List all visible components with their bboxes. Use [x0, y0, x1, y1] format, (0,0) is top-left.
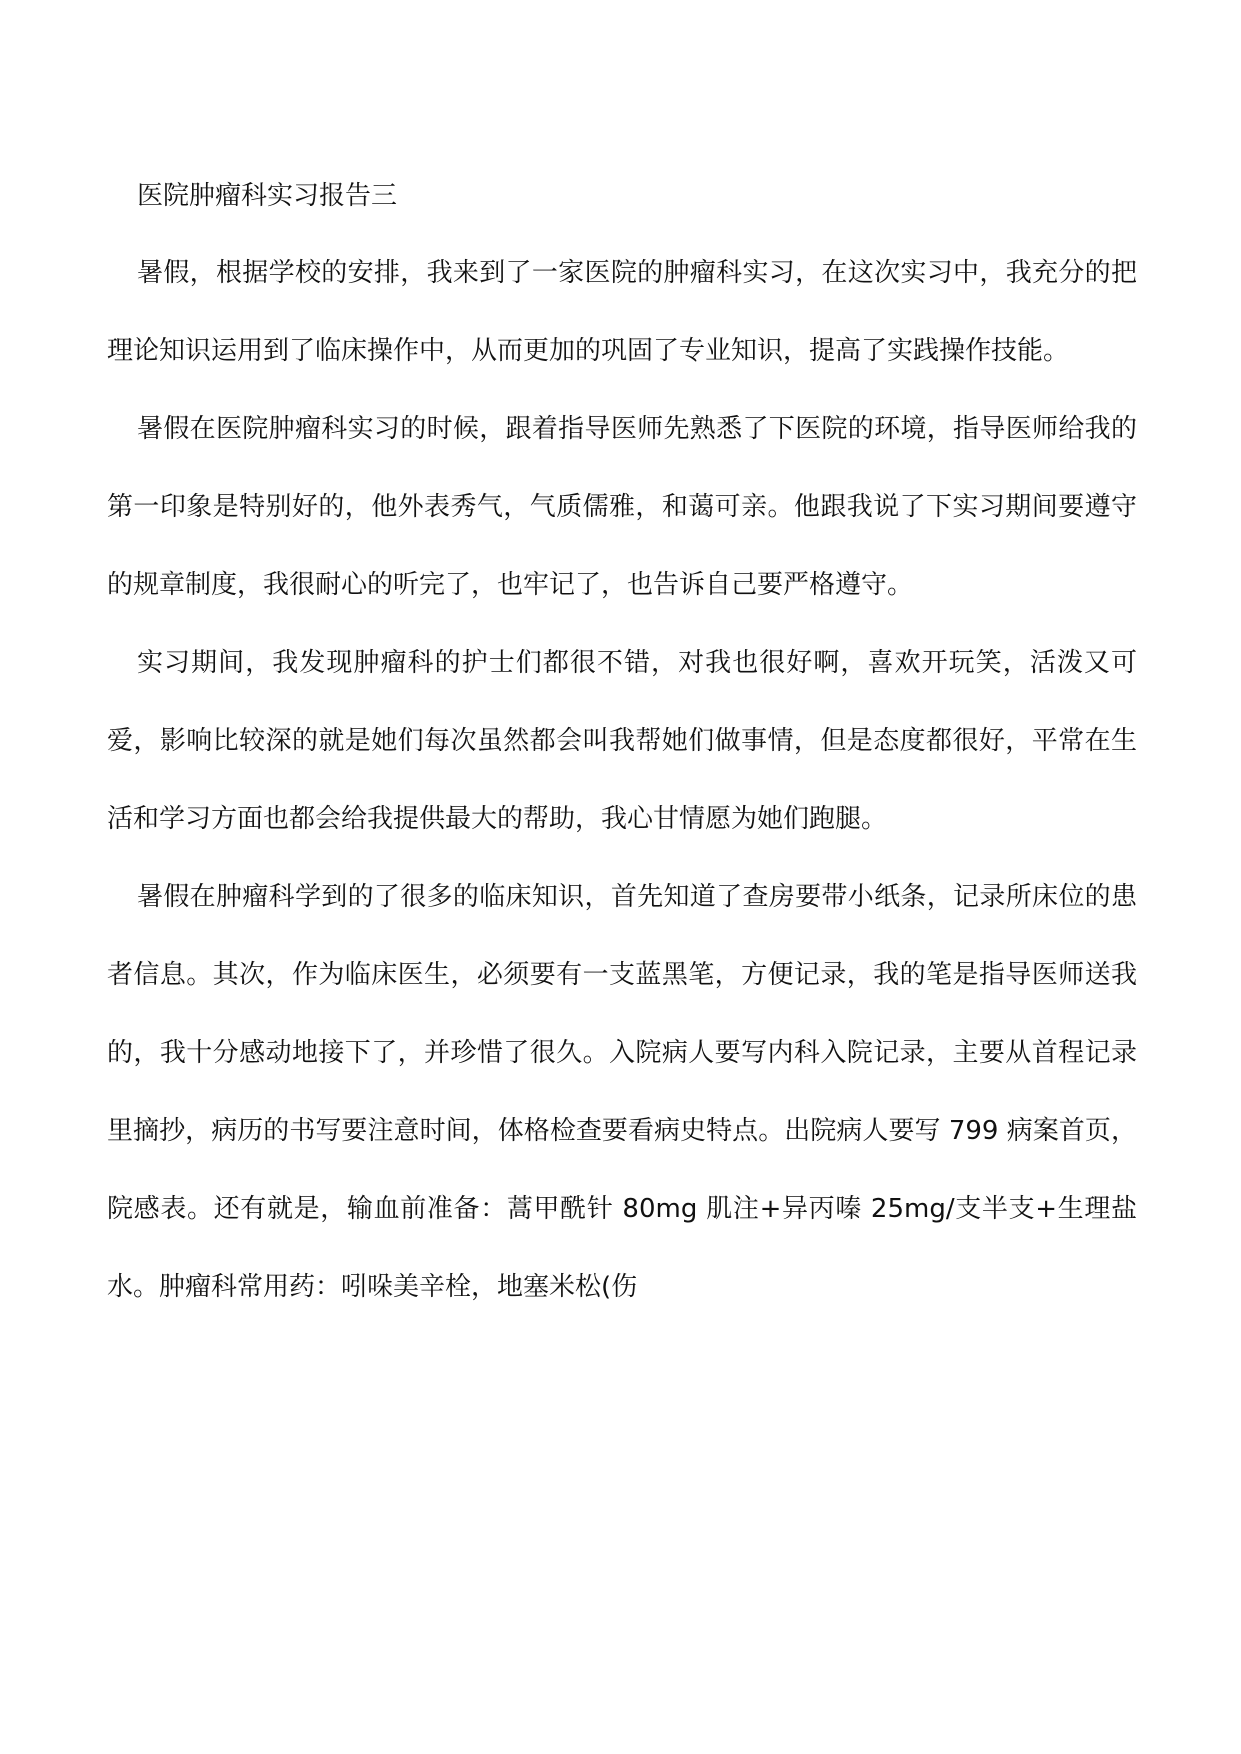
- paragraph-2: 暑假在医院肿瘤科实习的时候，跟着指导医师先熟悉了下医院的环境，指导医师给我的第一印象是特别好的，他外表秀气，气质儒雅，和蔼可亲。他跟我说了下实习期间要遵守的规章制度，我很耐心的听完了，也牢记了，也告诉自己要严格遵守。: [107, 414, 1137, 600]
- paragraph-1: 暑假，根据学校的安排，我来到了一家医院的肿瘤科实习，在这次实习中，我充分的把理论知识运用到了临床操作中，从而更加的巩固了专业知识，提高了实践操作技能。: [107, 258, 1137, 366]
- paragraph-3: 实习期间，我发现肿瘤科的护士们都很不错，对我也很好啊，喜欢开玩笑，活泼又可爱，影响比较深的就是她们每次虽然都会叫我帮她们做事情，但是态度都很好，平常在生活和学习方面也都会给我提供最大的帮助，我心甘情愿为她们跑腿。: [107, 648, 1137, 834]
- paragraph-4: 暑假在肿瘤科学到的了很多的临床知识，首先知道了查房要带小纸条，记录所床位的患者信息。其次，作为临床医生，必须要有一支蓝黑笔，方便记录，我的笔是指导医师送我的，我十分感动地接下了，并珍惜了很久。入院病人要写内科入院记录，主要从首程记录里摘抄，病历的书写要注意时间，体格检查要看病史特点。出院病人要写 799 病案首页，院感表。还有就是，输血前准备：蒿甲酰针 80mg 肌注+异丙嗪 25mg/支半支+生理盐水。肿瘤科常用药：吲哚美辛栓，地塞米松(伤: [107, 882, 1137, 1302]
- document-title: 医院肿瘤科实习报告三: [137, 181, 398, 211]
- document-body: [107, 160, 1137, 1326]
